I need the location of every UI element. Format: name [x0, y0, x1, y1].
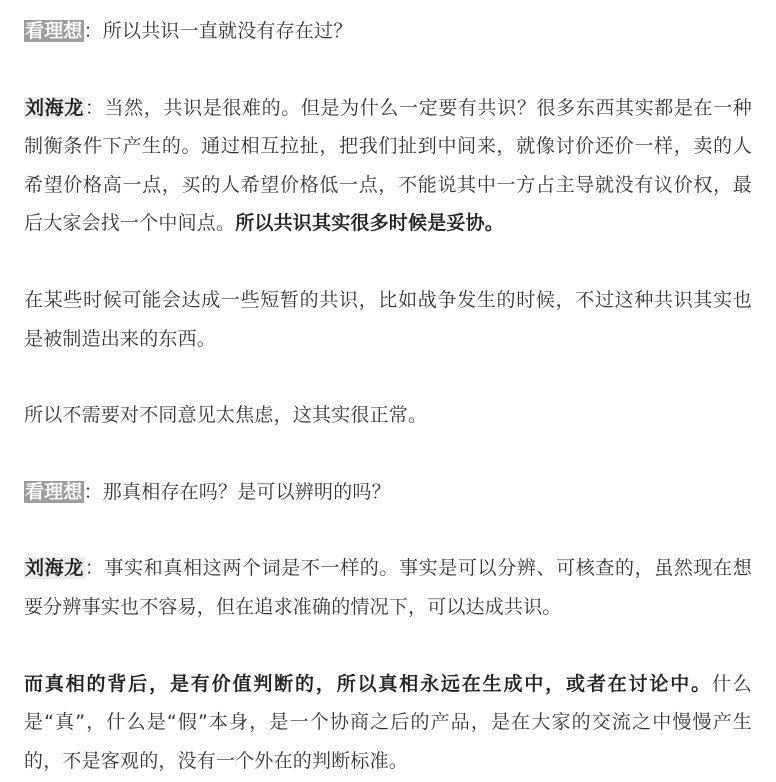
paragraph-q1 [24, 12, 752, 51]
paragraph-text: ：所以共识一直就没有存在过？ [83, 20, 353, 42]
speaker-label: 刘海龙 [25, 557, 84, 580]
paragraph-text: ：当然，共识是很难的。但是为什么一定要有共识？很多东西其实都是在一种制衡条件下产生的。通过相互拉扯，把我们扯到中间来，就像讨价还价一样，卖的人希望价格高一点，买的人希望价格低一点，不能说其中一方占主导就没有议价权，最后大家会找一个中间点。 [24, 96, 752, 235]
paragraph-text: 在某些时候可能会达成一些短暂的共识，比如战争发生的时候，不过这种共识其实也是被制造出来的东西。 [24, 288, 752, 350]
paragraph-text: ：那真相存在吗？是可以辨明的吗？ [83, 480, 391, 503]
paragraph-bold-text: 而真相的背后，是有价值判断的，所以真相永远在生成中，或者在讨论中。 [24, 672, 712, 695]
paragraph-bold-text: 所以共识其实很多时候是妥协。 [235, 212, 505, 235]
paragraph-a1-cont2 [24, 396, 752, 435]
paragraph-text: ：事实和真相这两个词是不一样的。事实是可以分辨、可核查的，虽然现在想要分辨事实也不容易，但在追求准确的情况下，可以达成共识。 [24, 557, 752, 618]
paragraph-text: 所以不需要对不同意见太焦虑，这其实很正常。 [24, 404, 428, 427]
speaker-label: 看理想 [25, 20, 83, 42]
paragraph-a1-cont [24, 281, 752, 358]
paragraph-text: 什么是“真”，什么是“假”本身，是一个协商之后的产品，是在大家的交流之中慢慢产生的，不是客观的，没有一个外在的判断标准。 [24, 672, 753, 772]
speaker-label: 看理想 [25, 480, 83, 503]
paragraph-a2-cont [24, 665, 752, 781]
paragraph-a2 [24, 549, 752, 626]
paragraph-q2 [24, 473, 752, 512]
paragraph-a1 [24, 89, 752, 243]
speaker-label: 刘海龙 [25, 96, 84, 119]
